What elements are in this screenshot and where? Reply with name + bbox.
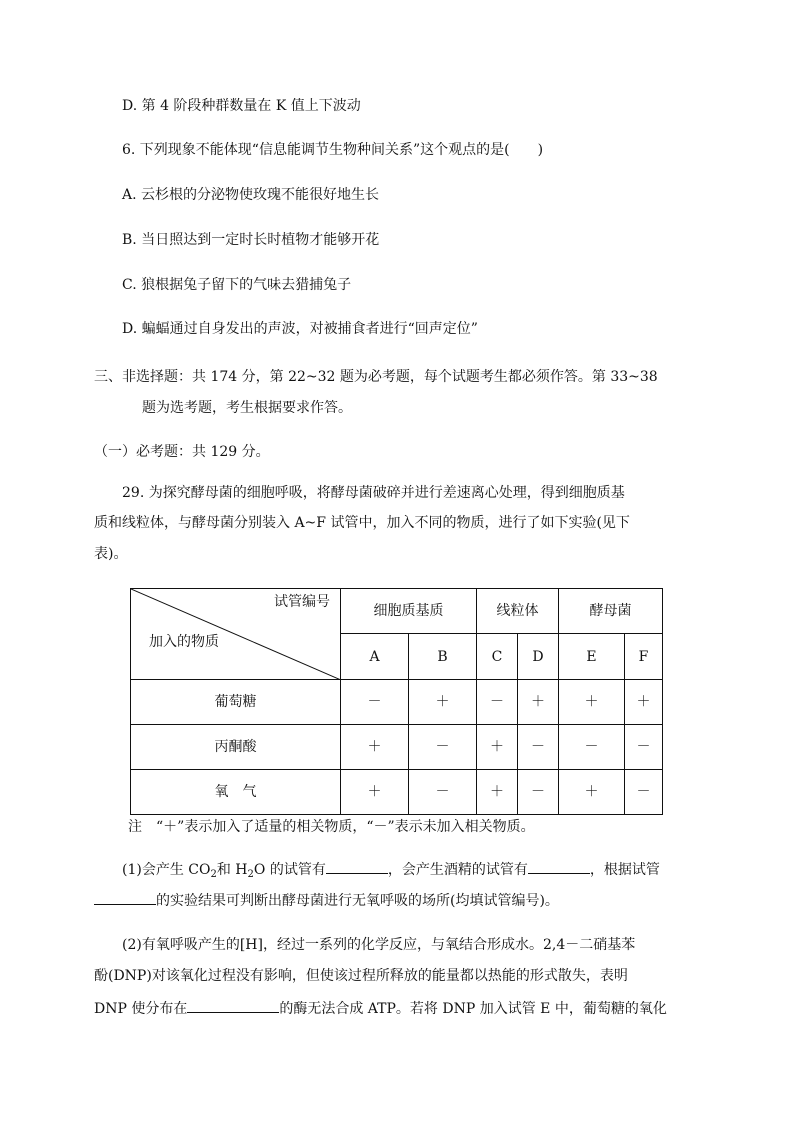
q29-intro-line2: 质和线粒体，与酵母菌分别装入 A~F 试管中，加入不同的物质，进行了如下实验(见下 — [94, 515, 630, 531]
table-cell: ＋ — [341, 725, 409, 770]
q6-option-d: D. 蝙蝠通过自身发出的声波，对被捕食者进行“回声定位” — [122, 321, 478, 337]
table-cell: － — [518, 770, 559, 815]
tube-header: D — [518, 634, 559, 680]
section3-heading: 三、非选择题：共 174 分，第 22~32 题为必考题，每个试题考生都必须作答。第 33~38 — [94, 369, 658, 385]
row-label: 葡萄糖 — [131, 680, 341, 725]
table-cell: － — [625, 770, 663, 815]
table-row — [131, 725, 663, 770]
table-cell: ＋ — [559, 680, 625, 725]
table-cell: ＋ — [559, 770, 625, 815]
table-cell: － — [477, 680, 518, 725]
section3-heading-cont: 题为选考题，考生根据要求作答。 — [142, 400, 352, 416]
tube-header: E — [559, 634, 625, 680]
row-label: 氧 气 — [131, 770, 341, 815]
sub2-line3 — [94, 998, 667, 1019]
sub2-line1: (2)有氧呼吸产生的[H]，经过一系列的化学反应，与氧结合形成水。2,4－二硝基苯 — [122, 937, 636, 953]
table-cell: － — [625, 725, 663, 770]
table-cell: ＋ — [341, 770, 409, 815]
sub1-text-a: (1)会产生 CO — [122, 862, 211, 878]
sub2-text-a: DNP 使分布在 — [94, 1001, 188, 1017]
tube-header: A — [341, 634, 409, 680]
table-cell: ＋ — [477, 725, 518, 770]
sub1-text-e: ，根据试管 — [589, 862, 660, 878]
q29-intro-line3: 表)。 — [94, 546, 128, 562]
tube-header: B — [409, 634, 477, 680]
q6-stem: 6. 下列现象不能体现“信息能调节生物种间关系”这个观点的是( ) — [122, 142, 544, 158]
sub1-text-f: 的实验结果可判断出酵母菌进行无氧呼吸的场所(均填试管编号)。 — [156, 893, 559, 909]
q6-option-a: A. 云杉根的分泌物使玫瑰不能很好地生长 — [122, 187, 380, 203]
answer-blank[interactable] — [528, 859, 590, 874]
table-cell: ＋ — [625, 680, 663, 725]
row-label: 丙酮酸 — [131, 725, 341, 770]
subscript-2: 2 — [210, 869, 217, 880]
table-cell: ＋ — [518, 680, 559, 725]
sub2-text-b: 的酶无法合成 ATP。若将 DNP 加入试管 E 中，葡萄糖的氧化 — [279, 1001, 667, 1017]
table-cell: － — [409, 770, 477, 815]
answer-blank[interactable] — [326, 859, 388, 874]
sub2-line2: 酚(DNP)对该氧化过程没有影响，但使该过程所释放的能量都以热能的形式散失，表明 — [94, 968, 628, 984]
table-row — [131, 680, 663, 725]
subsection-required: （一）必考题：共 129 分。 — [94, 444, 270, 460]
subscript-2: 2 — [247, 869, 254, 880]
sub1-line1 — [122, 859, 660, 880]
table-note: 注 “＋”表示加入了适量的相关物质，“－”表示未加入相关物质。 — [128, 819, 535, 835]
table-cell: － — [518, 725, 559, 770]
table-cell: ＋ — [477, 770, 518, 815]
table-cell: － — [559, 725, 625, 770]
table-row — [131, 770, 663, 815]
tube-header: C — [477, 634, 518, 680]
sub1-text-d: ，会产生酒精的试管有 — [387, 862, 528, 878]
answer-blank[interactable] — [187, 998, 279, 1013]
table-diagonal-header — [131, 589, 341, 680]
experiment-table — [130, 588, 663, 815]
sub1-text-c: O 的试管有 — [253, 862, 326, 878]
sub1-text-b: 和 H — [216, 862, 248, 878]
q5-option-d: D. 第 4 阶段种群数量在 K 值上下波动 — [122, 98, 361, 114]
group-header-cytoplasm: 细胞质基质 — [341, 589, 477, 634]
tube-header: F — [625, 634, 663, 680]
tube-number-label: 试管编号 — [274, 594, 330, 610]
added-substance-label: 加入的物质 — [149, 634, 219, 650]
table-cell: － — [409, 725, 477, 770]
group-header-yeast: 酵母菌 — [559, 589, 663, 634]
table-cell: ＋ — [409, 680, 477, 725]
answer-blank[interactable] — [94, 890, 156, 905]
table-cell: － — [341, 680, 409, 725]
group-header-mitochondria: 线粒体 — [477, 589, 559, 634]
sub1-line2 — [94, 890, 559, 911]
q29-intro-line1: 29. 为探究酵母菌的细胞呼吸，将酵母菌破碎并进行差速离心处理，得到细胞质基 — [122, 485, 625, 501]
q6-option-c: C. 狼根据兔子留下的气味去猎捕兔子 — [122, 277, 352, 293]
q6-option-b: B. 当日照达到一定时长时植物才能够开花 — [122, 232, 380, 248]
